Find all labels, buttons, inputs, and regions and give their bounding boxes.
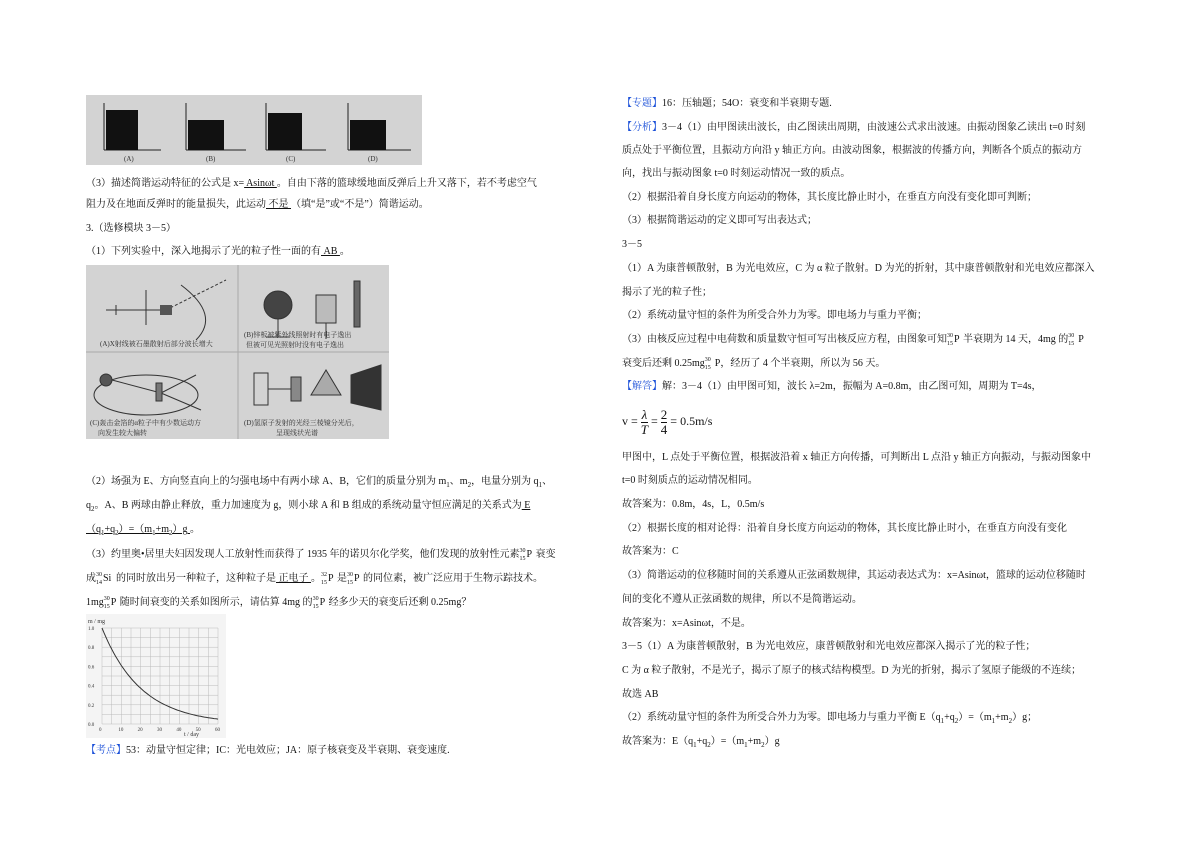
r10b: 半衰期为 14 天，4mg 的 <box>963 334 1069 345</box>
q2-l2b: 。A、B 两球由静止释放，重力加速度为 g，则小球 A 和 B 组成的系统动量守恒应满足的关系式为 <box>94 500 522 511</box>
iso-sym: Si <box>103 573 112 584</box>
r24e: ）g； <box>1012 712 1038 723</box>
zhuanti-line <box>622 97 832 111</box>
q3b-l2a: 成 <box>86 573 96 584</box>
iso-mass: 30 <box>347 572 353 578</box>
text-line: （2）系统动量守恒的条件为所受合外力为零。即电场力与重力平衡； <box>622 310 927 321</box>
isotope-p30 <box>103 596 120 610</box>
q1-line <box>86 245 350 259</box>
r24c: ）=（m <box>958 712 992 723</box>
q3b-l1: （3）约里奥•居里夫妇因发现人工放射性而获得了 1935 年的诺贝尔化学奖，他们发现的放射性元素 <box>86 549 520 560</box>
q2-l1c: ，电量分别为 q <box>471 476 539 487</box>
decay-chart <box>86 614 226 738</box>
text-line: （1）A 为康普顿散射，B 为光电效应，C 为 α 粒子散射。D 为光的折射，其中康普顿散射和光电效应都深入 <box>622 263 1095 274</box>
text-line: （2）根据长度的相对论得：沿着自身长度方向运动的物体，其长度比静止时小，在垂直方向没有变化 <box>622 523 1067 534</box>
isotope-p30-nums <box>1068 333 1078 347</box>
sub: 2 <box>467 481 472 489</box>
r10c: P <box>1078 334 1084 345</box>
text-line: t=0 时刻质点的运动情况相同。 <box>622 475 758 486</box>
r25c: ）=（m <box>710 736 745 747</box>
iso-num: 15 <box>519 556 526 562</box>
iso-mass: 30 <box>704 357 711 363</box>
sub: 2 <box>168 529 173 537</box>
v-result: = 0.5m/s <box>670 414 713 428</box>
isotope-p30 <box>312 596 329 610</box>
q1-answer: AB <box>321 246 340 257</box>
sub: 1 <box>940 717 945 725</box>
q3b-l3c: 经多少天的衰变后还剩 0.25mg？ <box>328 597 472 608</box>
isotope-p30 <box>519 548 536 562</box>
q2-l1b: 、m <box>449 476 468 487</box>
sub: 1 <box>744 741 748 749</box>
q3-l2-post: （填“是”或“不是”）简谐运动。 <box>291 199 429 210</box>
r25b: +q <box>696 736 708 747</box>
graph-b-block <box>188 120 224 150</box>
text-line: 3－5（1）A 为康普顿散射，B 为光电效应，康普顿散射和光电效应都深入揭示了光的粒子性； <box>622 641 1036 652</box>
iso-mass: 30 <box>96 572 102 578</box>
isotope-p30 <box>947 333 963 347</box>
kaodian-text: 53：动量守恒定律；IC：光电效应；JA：原子核衰变及半衰期、衰变速度. <box>126 745 450 756</box>
fenxi-line-2: 质点处于平衡位置，且振动方向沿 y 轴正方向。由波动图象，根据波的传播方向，判断各个质点的振动方 <box>622 145 1082 156</box>
sub: 1 <box>446 481 450 489</box>
zhuanti-tag: 【专题】 <box>622 98 662 109</box>
q2-l3: （q <box>86 524 101 535</box>
r24a: （2）系统动量守恒的条件为所受合外力为零。即电场力与重力平衡 E（q <box>622 712 941 723</box>
r25a: 故答案为：E（q <box>622 736 694 747</box>
sub: 2 <box>1008 717 1013 725</box>
fenxi-line-1 <box>622 121 1085 135</box>
y-tick-label: 0.2 <box>88 703 95 709</box>
q3-answer-not: 不是 <box>266 199 291 210</box>
isotope-p30 <box>347 572 363 586</box>
q3b-l2f: 的同位素，被广泛应用于生物示踪技术。 <box>363 573 543 584</box>
q1-pre: （1）下列实验中，深入地揭示了光的粒子性一面的有 <box>86 246 321 257</box>
r10a: （3）由核反应过程中电荷数和质量数守恒可写出核反应方程，由图象可知 <box>622 334 947 345</box>
figure-abcd-graphs <box>86 95 422 165</box>
sub: 1 <box>538 481 543 489</box>
sub: 1 <box>101 529 105 537</box>
text-line: C 为 α 粒子散射，不是光子，揭示了原子的核式结构模型。D 为光的折射，揭示了氢原子能级的不连续； <box>622 665 1082 676</box>
iso-num: 15 <box>347 580 353 586</box>
text-line-isotope <box>622 357 885 371</box>
r24b: +q <box>944 712 955 723</box>
iso-sym: P <box>328 573 334 584</box>
sub: 2 <box>761 741 765 749</box>
iso-sym: P <box>354 573 360 584</box>
q3-line-2 <box>86 198 429 212</box>
sub: 2 <box>707 741 711 749</box>
graph-d-block <box>350 120 386 150</box>
caption-c2: 向发生较大偏转 <box>98 429 147 437</box>
text-line: （2）根据沿着自身长度方向运动的物体，其长度比静止时小，在垂直方向没有变化即可判断； <box>622 192 1037 203</box>
x-tick-label: 30 <box>157 728 162 733</box>
q3b-l1b: 衰变 <box>535 549 556 560</box>
iso-num: 15 <box>1068 341 1075 347</box>
iso-sym: P <box>110 597 117 608</box>
caption-b1: (B)锌板被紫外线照射时有电子逸出 <box>244 331 352 339</box>
fraction-lambda-T <box>641 408 648 437</box>
sub: 1 <box>693 741 697 749</box>
x-tick-label: 20 <box>137 728 143 733</box>
kaodian-line <box>86 744 450 758</box>
text-line: 故答案为：C <box>622 546 679 557</box>
figure-experiments <box>86 265 389 439</box>
panel-label-a: (A) <box>124 155 134 163</box>
iso-mass: 30 <box>312 596 319 602</box>
q3b-l3b: 随时间衰变的关系如图所示，请估算 4mg 的 <box>119 597 313 608</box>
sub: 2 <box>954 717 959 725</box>
chart-ylabel: m / mg <box>88 619 106 625</box>
iso-mass: 30 <box>1068 333 1075 339</box>
iso-mass: 32 <box>321 572 327 578</box>
text-line: 3－5 <box>622 239 642 250</box>
x-tick-label: 40 <box>176 728 182 733</box>
y-tick-label: 0.8 <box>88 646 95 652</box>
q2-answer-part1: E <box>521 500 531 511</box>
jieda-tag: 【解答】 <box>622 381 662 392</box>
iso-num: 14 <box>96 580 102 586</box>
q3-line-1 <box>86 177 537 191</box>
text-line: （3）根据简谐运动的定义即可写出表达式； <box>622 215 817 226</box>
q2-l3e: ）g <box>172 524 188 535</box>
panel-label-b: (B) <box>206 155 216 163</box>
caption-a: (A)X射线被石墨散射后部分波长增大 <box>100 340 213 348</box>
sub: 2 <box>115 529 119 537</box>
jieda-text: 解：3－4（1）由甲图可知，波长 λ=2m，振幅为 A=0.8m，由乙图可知，周期为 T=4s， <box>662 381 1042 392</box>
q3-l2-pre: 阻力及在地面反弹时的能量损失，此运动 <box>86 199 266 210</box>
q2-l3c: ）=（m <box>118 524 153 535</box>
equals: = <box>631 414 638 428</box>
q2-l1d: 、 <box>542 476 553 487</box>
chart-xlabel: t / day <box>184 732 199 738</box>
q2-l3d: +m <box>155 524 169 535</box>
fraction-2-4 <box>661 408 668 437</box>
iso-num: 15 <box>103 604 110 610</box>
x-tick-label: 50 <box>195 728 201 733</box>
jieda-line <box>622 380 1042 394</box>
text-line: （3）简谐运动的位移随时间的关系遵从正弦函数规律，其运动表达式为：x=Asinωt，篮球的运动位移随时 <box>622 570 1086 581</box>
q3b-l3a: 1mg <box>86 597 104 608</box>
text-line: 间的变化不遵从正弦函数的规律，所以不是简谐运动。 <box>622 594 862 605</box>
velocity-formula <box>622 406 712 437</box>
r11b: P，经历了 4 个半衰期，所以为 56 天。 <box>714 358 886 369</box>
iso-sym: P <box>954 334 960 345</box>
y-tick-label: 0.0 <box>88 723 95 728</box>
q3b-l2e: 是 <box>337 573 347 584</box>
x-tick-label: 60 <box>215 728 220 733</box>
r25e: ）g <box>764 736 780 747</box>
q2-l2a: q <box>86 500 91 511</box>
graph-a-block <box>106 110 138 150</box>
q3b-line-2 <box>86 572 543 586</box>
panel-label-c: (C) <box>286 155 296 163</box>
v-symbol: v <box>622 414 628 428</box>
q1-post: 。 <box>339 246 350 257</box>
iso-num: 15 <box>312 604 319 610</box>
iso-num: 15 <box>704 365 711 371</box>
y-tick-label: 0.4 <box>88 684 95 690</box>
iso-num: 15 <box>947 341 953 347</box>
text-line-momentum <box>622 711 1037 725</box>
q2-answer-part2 <box>86 524 190 535</box>
isotope-si30 <box>96 572 116 586</box>
isotope-p30-nums <box>704 357 715 371</box>
graph-c-block <box>268 113 302 150</box>
experiments-svg <box>86 265 389 439</box>
x-tick-label: 10 <box>118 728 124 733</box>
frac-den: 4 <box>660 421 668 437</box>
isotope-p32 <box>321 572 337 586</box>
q3-answer-formula: Asinωt <box>244 178 277 189</box>
frac-den: T <box>640 421 649 437</box>
q2-l3b: +q <box>104 524 116 535</box>
q2-l1: （2）场强为 E、方向竖直向上的匀强电场中有两小球 A、B，它们的质量分别为 m <box>86 476 447 487</box>
iso-num: 15 <box>321 580 327 586</box>
caption-d1: (D)氢原子发射的光经三棱镜分光后， <box>244 419 359 427</box>
fenxi-l1: 3－4（1）由甲图读出波长，由乙图读出周期，由波速公式求出波速。由振动图象乙读出 t=0 时刻 <box>662 122 1086 133</box>
q3b-l2b: 的同时放出另一种粒子，这种粒子是 <box>116 573 276 584</box>
sub: 1 <box>991 717 996 725</box>
r25d: +m <box>747 736 762 747</box>
fenxi-line-3: 向，找出与振动图象 t=0 时刻运动情况一致的质点。 <box>622 168 851 179</box>
q2-line-1 <box>86 475 552 489</box>
decay-chart-svg <box>86 614 226 738</box>
q3b-line-3 <box>86 596 471 610</box>
caption-d2: 呈现线状光谱 <box>276 429 318 437</box>
text-line: 故选 AB <box>622 689 659 700</box>
equals: = <box>651 414 658 428</box>
sub: 2 <box>91 505 95 513</box>
iso-mass: 30 <box>519 548 526 554</box>
iso-mass: 30 <box>103 596 110 602</box>
x-tick-label: 0 <box>99 728 102 733</box>
fenxi-tag: 【分析】 <box>622 122 662 133</box>
q2-line-3 <box>86 523 200 537</box>
text-line-isotope <box>622 333 1084 347</box>
zhuanti-text: 16：压轴题；54O：衰变和半衰期专题. <box>662 98 832 109</box>
r11a: 衰变后还剩 0.25mg <box>622 358 705 369</box>
iso-sym: P <box>526 549 533 560</box>
q3b-line-1 <box>86 548 556 562</box>
text-line: 故答案为：0.8m，4s，L，0.5m/s <box>622 499 765 510</box>
caption-c1: (C)轰击金箔的α粒子中有少数运动方 <box>90 419 201 427</box>
q2-line-2 <box>86 499 530 513</box>
section-3-title: 3.（选修模块 3－5） <box>86 223 176 234</box>
y-tick-label: 1.0 <box>88 627 95 632</box>
q3b-l2d: 。 <box>311 573 321 584</box>
frac-num: 2 <box>660 406 668 422</box>
text-line-answer <box>622 735 780 749</box>
iso-sym: P <box>319 597 326 608</box>
kaodian-tag: 【考点】 <box>86 745 126 756</box>
r24d: +m <box>995 712 1009 723</box>
caption-b2: 但被可见光照射时没有电子逸出 <box>246 341 344 349</box>
q3-l1-post: 。自由下落的篮球缓地面反弹后上升又落下，若不考虑空气 <box>276 178 537 189</box>
frac-num: λ <box>641 406 648 422</box>
panel-label-d: (D) <box>368 155 378 163</box>
text-line: 故答案为：x=Asinωt，不是。 <box>622 618 751 629</box>
q3-l1-pre: （3）描述简谐运动特征的公式是 x= <box>86 178 245 189</box>
text-line: 甲图中，L 点处于平衡位置，根据波沿着 x 轴正方向传播，可判断出 L 点沿 y 轴正方向振动，与振动图象中 <box>622 452 1091 463</box>
q3b-answer-positron: 正电子 <box>276 573 311 584</box>
y-tick-label: 0.6 <box>88 665 95 671</box>
iso-mass: 30 <box>947 333 953 339</box>
text-line: 揭示了光的粒子性； <box>622 287 712 298</box>
sub: 1 <box>152 529 156 537</box>
q2-l3g: 。 <box>189 524 200 535</box>
